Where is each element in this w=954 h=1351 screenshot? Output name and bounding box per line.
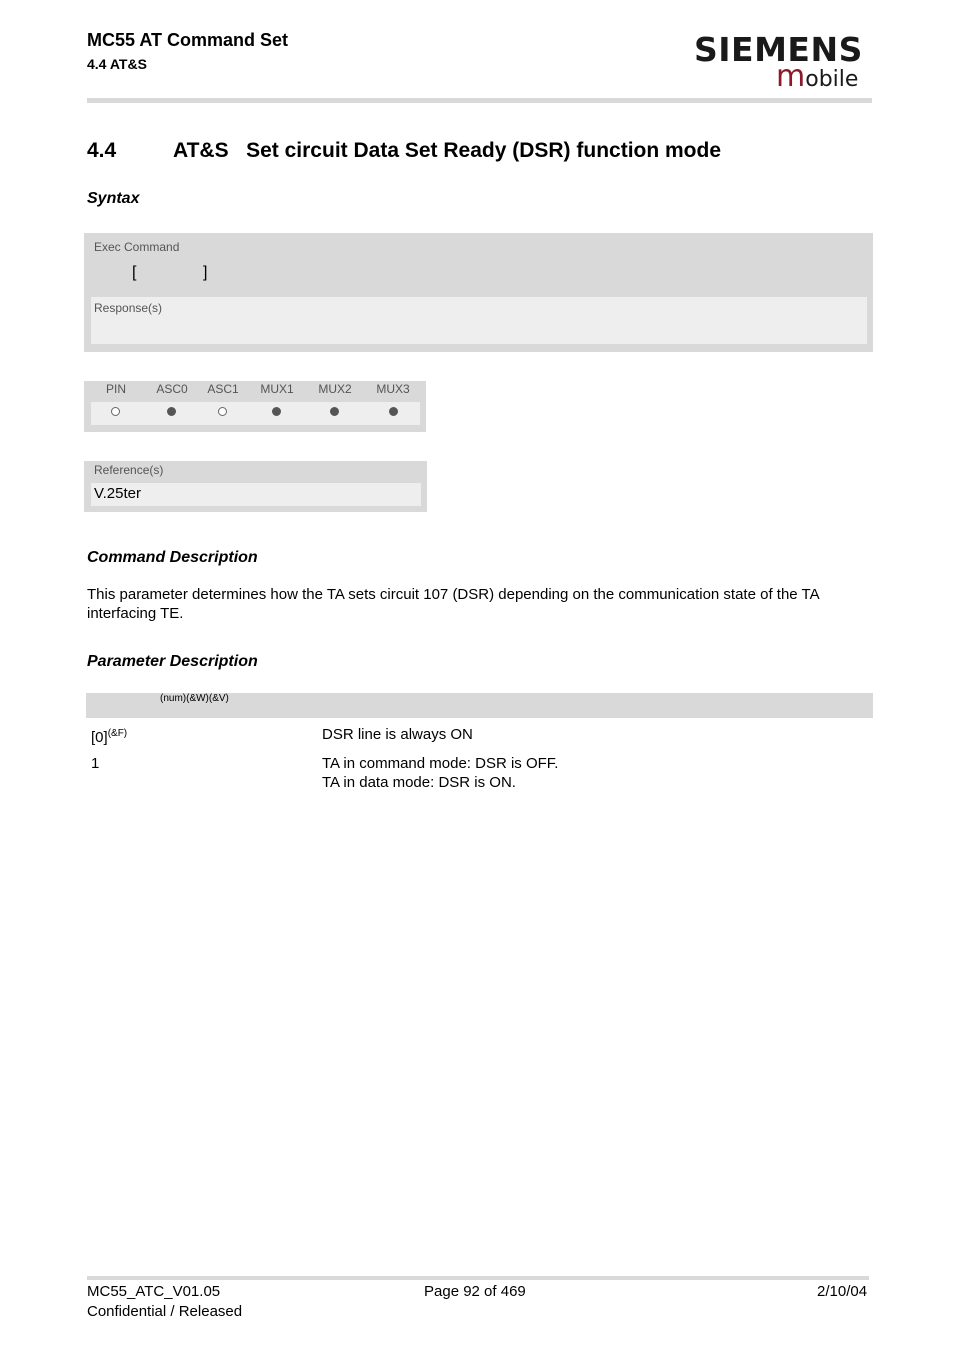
exec-bracket-open: [ bbox=[132, 264, 137, 281]
exec-command-label: Exec Command bbox=[94, 240, 180, 254]
mux1-state-icon bbox=[272, 407, 281, 416]
pin-col-mux1: MUX1 bbox=[260, 382, 294, 396]
command-description-line-1: This parameter determines how the TA sets circuit 107 (DSR) depending on the communication state of the TA bbox=[87, 586, 820, 603]
parameter-desc-1-line-1: TA in command mode: DSR is OFF. bbox=[322, 755, 559, 772]
parameter-value-0-text: [0] bbox=[91, 729, 108, 746]
command-description-line-2: interfacing TE. bbox=[87, 605, 184, 622]
mobile-logo-rest: obile bbox=[805, 67, 859, 92]
footer-date: 2/10/04 bbox=[817, 1283, 868, 1300]
pin-col-mux3: MUX3 bbox=[376, 382, 410, 396]
reference-value: V.25ter bbox=[94, 485, 141, 502]
section-title: AT&S Set circuit Data Set Ready (DSR) function mode bbox=[173, 139, 722, 162]
parameter-value-1: 1 bbox=[91, 755, 100, 772]
pin-col-pin: PIN bbox=[105, 382, 126, 396]
footer-page-number: Page 92 of 469 bbox=[424, 1283, 526, 1300]
parameter-tags: (num)(&W)(&V) bbox=[160, 693, 229, 704]
pin-state-icon bbox=[111, 407, 120, 416]
parameter-value-0 bbox=[91, 724, 127, 747]
document-section-ref: 4.4 AT&S bbox=[87, 56, 147, 72]
reference-label: Reference(s) bbox=[94, 463, 164, 477]
footer-divider bbox=[87, 1276, 869, 1280]
parameter-desc-1-line-2: TA in data mode: DSR is ON. bbox=[322, 774, 516, 791]
pin-col-asc1: ASC1 bbox=[207, 382, 239, 396]
asc0-state-icon bbox=[167, 407, 176, 416]
header-divider bbox=[87, 98, 872, 103]
siemens-logo: SIEMENS bbox=[694, 30, 863, 69]
parameter-description-heading: Parameter Description bbox=[87, 653, 258, 670]
section-number: 4.4 bbox=[87, 139, 117, 162]
response-box bbox=[91, 297, 867, 344]
document-title: MC55 AT Command Set bbox=[87, 30, 289, 50]
pin-col-mux2: MUX2 bbox=[318, 382, 352, 396]
footer-doc-id: MC55_ATC_V01.05 bbox=[87, 1283, 221, 1300]
asc1-state-icon bbox=[218, 407, 227, 416]
mobile-logo bbox=[776, 59, 859, 94]
parameter-value-0-sup: (&F) bbox=[107, 728, 128, 739]
parameter-desc-0: DSR line is always ON bbox=[322, 726, 473, 743]
response-label: Response(s) bbox=[94, 301, 163, 315]
syntax-heading: Syntax bbox=[87, 190, 140, 207]
mobile-logo-m: m bbox=[776, 59, 806, 94]
command-description-heading: Command Description bbox=[87, 549, 258, 566]
mux2-state-icon bbox=[330, 407, 339, 416]
exec-bracket-close: ] bbox=[203, 264, 208, 281]
mux3-state-icon bbox=[389, 407, 398, 416]
pin-col-asc0: ASC0 bbox=[156, 382, 188, 396]
pin-table-row bbox=[91, 402, 420, 425]
footer-status: Confidential / Released bbox=[87, 1303, 243, 1320]
